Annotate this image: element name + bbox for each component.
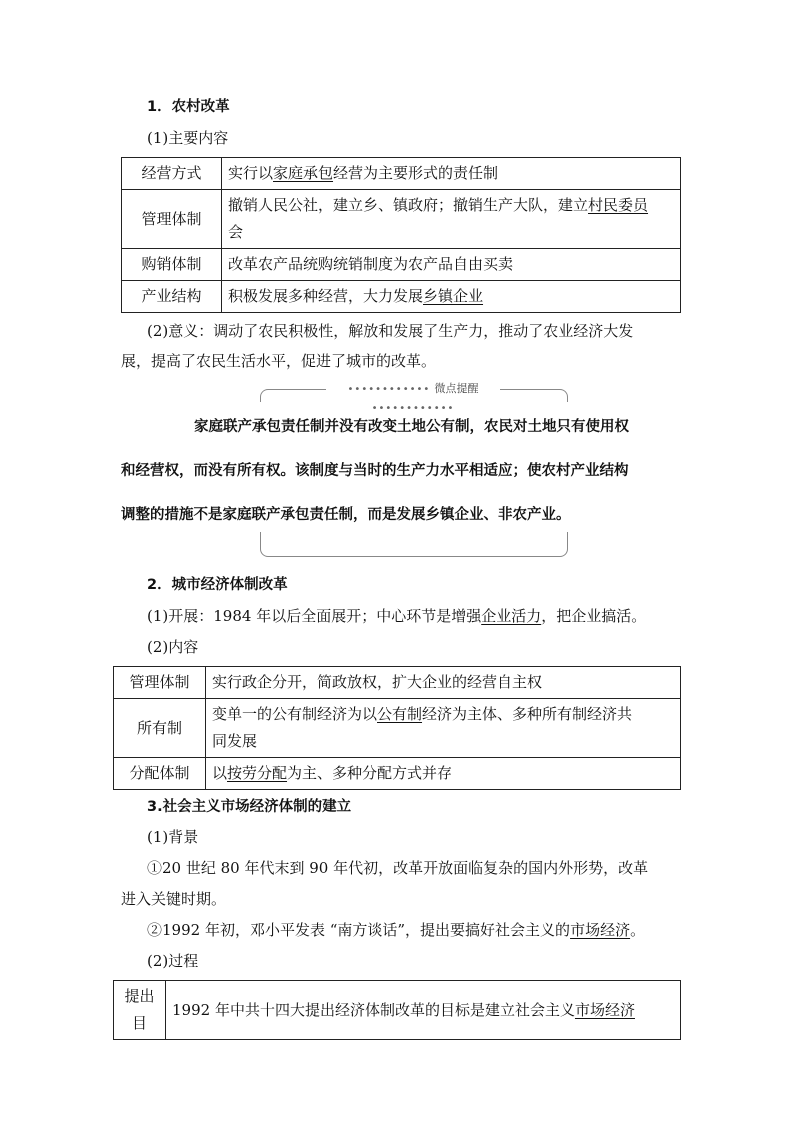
key-term: 企业活力 (481, 607, 542, 625)
table-row (122, 158, 681, 190)
section-3-subheading-process: (2)过程 (147, 952, 199, 970)
table-row (122, 249, 681, 281)
section-3-heading: 3.社会主义市场经济体制的建立 (147, 799, 352, 815)
table-row (122, 190, 681, 249)
tip-box-bottom-border (260, 532, 568, 557)
background-point-1-line-2: 进入关键时期。 (121, 890, 227, 908)
row-label: 所有制 (114, 699, 206, 758)
urban-reform-table (113, 666, 681, 790)
tip-text-line-2: 和经营权，而没有所有权。该制度与当时的生产力水平相适应；使农村产业结构 (121, 463, 629, 479)
key-term: 公有制 (377, 705, 423, 723)
section-2-heading: 2．城市经济体制改革 (147, 577, 288, 593)
row-label: 购销体制 (122, 249, 222, 281)
tip-text-line-3: 调整的措施不是家庭联产承包责任制，而是发展乡镇企业、非农产业。 (121, 507, 571, 523)
section-1-heading: 1．农村改革 (147, 99, 230, 115)
table-row (114, 981, 681, 1040)
section-2-development: (1)开展：1984 年以后全面展开；中心环节是增强企业活力，把企业搞活。 (147, 607, 647, 625)
background-point-1-line-1: ①20 世纪 80 年代末到 90 年代初，改革开放面临复杂的国内外形势，改革 (147, 859, 649, 877)
key-term: 村民委员 (588, 196, 649, 214)
tip-text-line-1: 家庭联产承包责任制并没有改变土地公有制，农民对土地只有使用权 (194, 419, 629, 435)
row-label: 管理体制 (114, 667, 206, 699)
table-row (114, 667, 681, 699)
row-label: 管理体制 (122, 190, 222, 249)
process-table (113, 980, 681, 1040)
table-row (114, 758, 681, 790)
section-1-subheading-content: (1)主要内容 (147, 129, 229, 147)
row-content: 撤销人民公社，建立乡、镇政府；撤销生产大队，建立村民委员 会 (222, 190, 681, 249)
significance-line-2: 展，提高了农民生活水平，促进了城市的改革。 (121, 352, 437, 370)
key-term: 家庭承包 (273, 164, 334, 182)
table-row (114, 699, 681, 758)
row-content: 积极发展多种经营，大力发展乡镇企业 (222, 281, 681, 313)
row-content: 实行政企分开，简政放权，扩大企业的经营自主权 (206, 667, 681, 699)
row-content: 实行以家庭承包经营为主要形式的责任制 (222, 158, 681, 190)
row-label: 经营方式 (122, 158, 222, 190)
row-content: 以按劳分配为主、多种分配方式并存 (206, 758, 681, 790)
key-term: 按劳分配 (227, 764, 288, 782)
row-label: 分配体制 (114, 758, 206, 790)
row-label: 产业结构 (122, 281, 222, 313)
row-content: 改革农产品统购统销制度为农产品自由买卖 (222, 249, 681, 281)
key-term: 市场经济 (574, 1000, 635, 1019)
section-2-subheading-content: (2)内容 (147, 638, 199, 656)
key-term: 乡镇企业 (423, 287, 484, 305)
tip-label: •••••••••••• 微点提醒 •••••••••••• (326, 380, 500, 398)
significance-line-1: (2)意义：调动了农民积极性，解放和发展了生产力，推动了农业经济大发 (147, 322, 634, 340)
background-point-2: ②1992 年初，邓小平发表 “南方谈话”，提出要搞好社会主义的市场经济。 (147, 921, 646, 939)
rural-reform-table (121, 157, 681, 313)
key-term: 市场经济 (570, 921, 631, 939)
row-content: 变单一的公有制经济为以公有制经济为主体、多种所有制经济共 同发展 (206, 699, 681, 758)
section-3-subheading-background: (1)背景 (147, 828, 199, 846)
row-content: 1992 年中共十四大提出经济体制改革的目标是建立社会主义市场经济 (166, 981, 681, 1040)
row-label: 提出目 (114, 981, 166, 1040)
table-row (122, 281, 681, 313)
